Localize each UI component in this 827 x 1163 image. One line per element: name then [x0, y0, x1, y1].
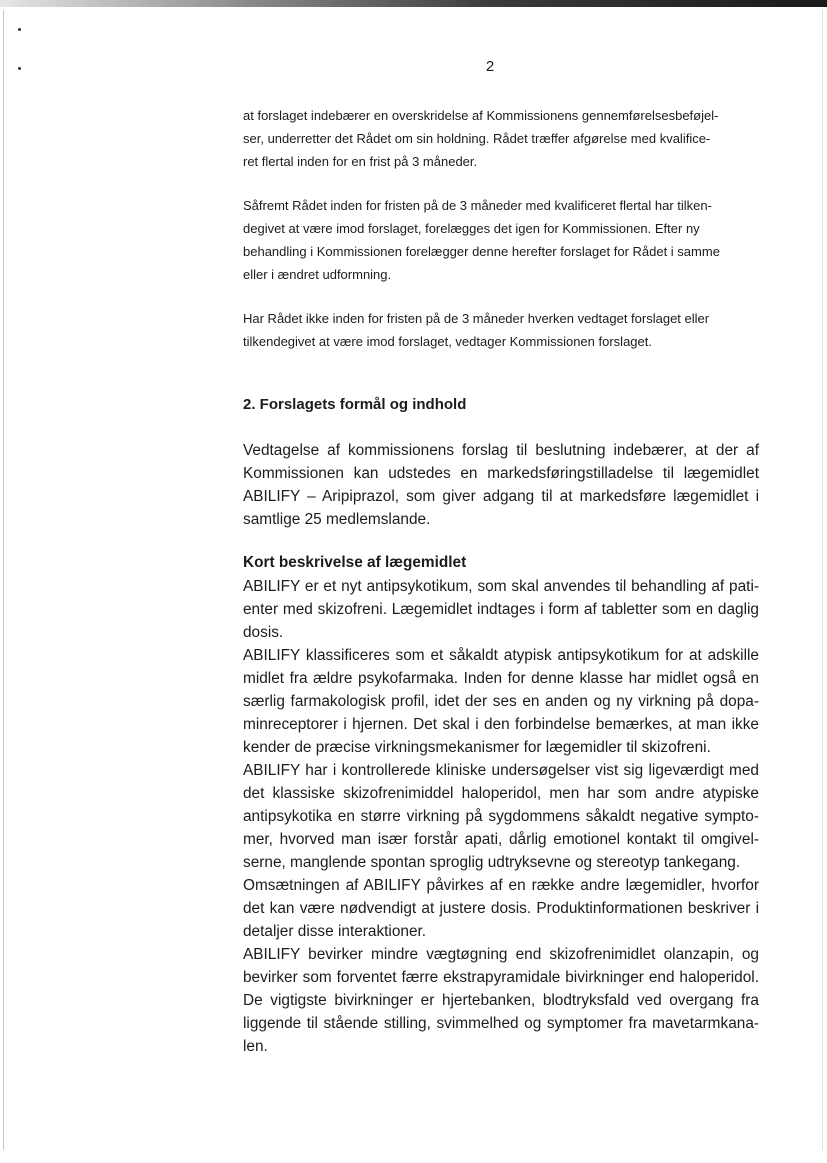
- text-line: De vigtigste bivirkninger er hjertebanken, blodtryksfald ved overgang fra: [243, 992, 759, 1009]
- text-line: ret flertal inden for en frist på 3 måneder.: [243, 154, 478, 169]
- section-heading: 2. Forslagets formål og indhold: [243, 396, 467, 413]
- subheading: Kort beskrivelse af lægemidlet: [243, 554, 467, 571]
- text-line: len.: [243, 1038, 268, 1055]
- text-line: mer, hvorved man især forstår apati, dårlig emotionel kontakt til omgivel-: [243, 831, 759, 848]
- paragraph-council-objection: [243, 194, 753, 286]
- scan-speck: [18, 67, 21, 70]
- text-line: antipsykotika en større virkning på sygdommens såkaldt negative sympto-: [243, 808, 759, 825]
- text-line: ABILIFY er et nyt antipsykotikum, som skal anvendes til behandling af pati-: [243, 578, 759, 595]
- text-line: serne, manglende spontan sproglig udtryksevne og stereotyp tankegang.: [243, 854, 741, 871]
- text-line: eller i ændret udformning.: [243, 267, 392, 282]
- scan-edge-right: [822, 10, 823, 1150]
- text-line: liggende til stående stilling, svimmelhed og symptomer fra mavetarmkana-: [243, 1015, 759, 1032]
- text-line: dosis.: [243, 624, 284, 641]
- scan-edge-left: [3, 10, 4, 1150]
- text-line: særlig farmakologisk profil, idet der ses en anden og ny virkning på dopa-: [243, 693, 759, 710]
- text-line: Såfremt Rådet inden for fristen på de 3 måneder med kvalificeret flertal har tilken-: [243, 198, 712, 213]
- text-line: midlet fra ældre psykofarmaka. Inden for denne klasse har midlet også en: [243, 670, 759, 687]
- text-line: samtlige 25 medlemslande.: [243, 511, 431, 528]
- text-line: ser, underretter det Rådet om sin holdning. Rådet træffer afgørelse med kvalifice-: [243, 131, 711, 146]
- paragraph-commission-adopts: [243, 307, 753, 353]
- text-line: det kan være nødvendigt at justere dosis. Produktinformationen beskriver i: [243, 900, 759, 917]
- text-line: Har Rådet ikke inden for fristen på de 3 måneder hverken vedtaget forslaget eller: [243, 311, 710, 326]
- text-line: at forslaget indebærer en overskridelse af Kommissionens gennemførelsesbeføjel-: [243, 108, 719, 123]
- text-line: Omsætningen af ABILIFY påvirkes af en række andre lægemidler, hvorfor: [243, 877, 759, 894]
- text-line: minreceptorer i hjernen. Det skal i den forbindelse bemærkes, at man ikke: [243, 716, 759, 733]
- scan-speck: [18, 28, 21, 31]
- text-line: ABILIFY bevirker mindre vægtøgning end skizofrenimidlet olanzapin, og: [243, 946, 759, 963]
- text-line: tilkendegivet at være imod forslaget, vedtager Kommissionen forslaget.: [243, 334, 652, 349]
- text-line: ABILIFY klassificeres som et såkaldt atypisk antipsykotikum for at adskille: [243, 647, 759, 664]
- text-line: ABILIFY – Aripiprazol, som giver adgang til at markedsføre lægemidlet i: [243, 488, 759, 505]
- paragraph-purpose: [243, 439, 759, 531]
- text-line: Kommissionen kan udstedes en markedsføringstilladelse til lægemidlet: [243, 465, 759, 482]
- text-line: enter med skizofreni. Lægemidlet indtages i form af tabletter som en daglig: [243, 601, 759, 618]
- paragraph-description: [243, 575, 759, 1058]
- text-line: bevirker som forventet færre ekstrapyramidale bivirkninger end haloperidol.: [243, 969, 759, 986]
- paragraph-procedure: [243, 104, 753, 173]
- text-line: detaljer disse interaktioner.: [243, 923, 427, 940]
- text-line: Vedtagelse af kommissionens forslag til beslutning indebærer, at der af: [243, 442, 759, 459]
- text-line: ABILIFY har i kontrollerede kliniske undersøgelser vist sig ligeværdigt med: [243, 762, 759, 779]
- page-number: 2: [485, 58, 495, 75]
- text-line: behandling i Kommissionen forelægger denne herefter forslaget for Rådet i samme: [243, 244, 720, 259]
- text-line: det klassiske skizofrenimiddel haloperidol, men har som andre atypiske: [243, 785, 759, 802]
- text-line: kender de præcise virkningsmekanismer for lægemidler til skizofreni.: [243, 739, 711, 756]
- scan-edge-top: [0, 0, 827, 7]
- text-line: degivet at være imod forslaget, forelægges det igen for Kommissionen. Efter ny: [243, 221, 700, 236]
